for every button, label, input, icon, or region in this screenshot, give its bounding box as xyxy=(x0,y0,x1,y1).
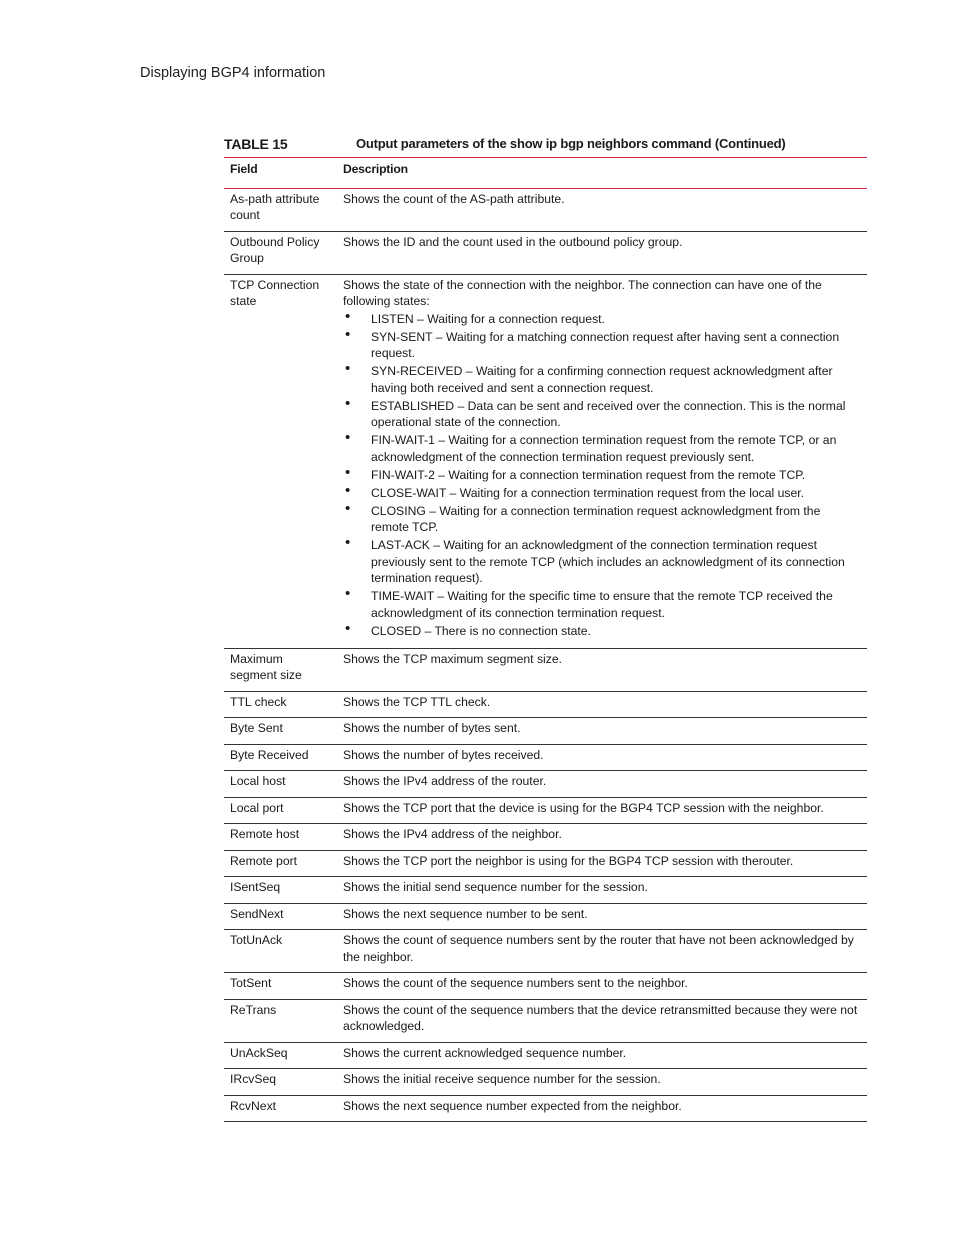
table-row xyxy=(224,718,867,745)
table-row xyxy=(224,188,867,231)
description-text: Shows the next sequence number expected from the neighbor. xyxy=(343,1098,682,1113)
field-cell: TTL check xyxy=(224,691,337,718)
table-body xyxy=(224,188,867,1122)
table-row xyxy=(224,999,867,1042)
description-text: Shows the count of sequence numbers sent by the router that have not been acknowledged by the neighbor. xyxy=(343,933,854,964)
connection-state-item xyxy=(343,394,861,431)
field-cell: Maximum segment size xyxy=(224,648,337,691)
connection-state-item xyxy=(343,463,861,484)
description-text: Shows the number of bytes sent. xyxy=(343,721,521,735)
description-text: Shows the TCP port the neighbor is using for the BGP4 TCP session with therouter. xyxy=(343,853,794,868)
field-cell: UnAckSeq xyxy=(224,1042,337,1069)
bullet-icon: • xyxy=(345,463,351,481)
description-text: Shows the ID and the count used in the outbound policy group. xyxy=(343,234,683,249)
table-row xyxy=(224,648,867,691)
table-title-command: show ip bgp neighbors xyxy=(509,136,648,151)
description-cell xyxy=(337,771,867,798)
connection-state-text: CLOSED – There is no connection state. xyxy=(371,623,591,638)
bullet-icon: • xyxy=(345,585,351,602)
bullet-icon: • xyxy=(345,481,351,499)
field-cell: Remote port xyxy=(224,850,337,877)
description-cell xyxy=(337,797,867,824)
connection-state-item xyxy=(343,325,861,362)
table-row xyxy=(224,877,867,904)
column-header-description: Description xyxy=(337,158,867,188)
connection-state-item xyxy=(343,481,861,502)
description-text: Shows the TCP maximum segment size. xyxy=(343,651,563,666)
table-row xyxy=(224,231,867,274)
description-cell xyxy=(337,691,867,718)
connection-state-text: CLOSING – Waiting for a connection termination request acknowledgment from the remote TCP. xyxy=(371,503,821,534)
connection-state-item xyxy=(343,429,861,465)
output-parameters-table xyxy=(224,158,867,1122)
table-row xyxy=(224,771,867,798)
connection-state-text: SYN-SENT – Waiting for a matching connection request after having sent a connection request. xyxy=(371,329,840,360)
connection-state-text: ESTABLISHED – Data can be sent and received over the connection. This is the normal operational state of the connection. xyxy=(371,398,846,429)
field-cell: ISentSeq xyxy=(224,877,337,904)
description-cell xyxy=(337,718,867,745)
description-cell xyxy=(337,1095,867,1122)
table-row xyxy=(224,1069,867,1096)
connection-state-text: LAST-ACK – Waiting for an acknowledgment of the connection termination request previously sent to the remote TCP (which includes an acknowledgment of its connection termination request). xyxy=(371,538,845,585)
description-text: Shows the state of the connection with the neighbor. The connection can have one of the following states: xyxy=(343,277,822,308)
description-cell xyxy=(337,877,867,904)
table-row xyxy=(224,744,867,771)
description-text: Shows the count of the AS-path attribute. xyxy=(343,191,565,206)
description-cell xyxy=(337,231,867,274)
table-title-suffix: command (Continued) xyxy=(648,136,786,151)
connection-state-text: LISTEN – Waiting for a connection request. xyxy=(371,311,605,326)
connection-state-text: TIME-WAIT – Waiting for the specific time to ensure that the remote TCP received the acknowledgment of its connection termination request. xyxy=(371,589,833,620)
description-cell xyxy=(337,973,867,1000)
description-cell xyxy=(337,824,867,851)
connection-state-text: CLOSE-WAIT – Waiting for a connection termination request from the local user. xyxy=(371,485,805,500)
table-title xyxy=(356,136,786,151)
field-cell: As-path attribute count xyxy=(224,188,337,231)
field-cell: IRcvSeq xyxy=(224,1069,337,1096)
table-row xyxy=(224,274,867,648)
bullet-icon: • xyxy=(345,394,351,412)
table-row xyxy=(224,824,867,851)
description-text: Shows the IPv4 address of the router. xyxy=(343,774,547,788)
table-caption xyxy=(224,134,867,156)
field-cell: Byte Received xyxy=(224,744,337,771)
table-row xyxy=(224,930,867,973)
description-text: Shows the count of the sequence numbers sent to the neighbor. xyxy=(343,976,688,990)
description-cell xyxy=(337,1069,867,1096)
connection-state-item xyxy=(343,499,861,536)
description-text: Shows the IPv4 address of the neighbor. xyxy=(343,827,562,841)
connection-state-item xyxy=(343,585,861,621)
connection-state-item xyxy=(343,360,861,396)
table-row xyxy=(224,850,867,877)
description-text: Shows the TCP TTL check. xyxy=(343,694,491,709)
description-cell xyxy=(337,999,867,1042)
description-cell xyxy=(337,274,867,648)
description-cell xyxy=(337,648,867,691)
description-text: Shows the number of bytes received. xyxy=(343,747,544,762)
field-cell: ReTrans xyxy=(224,999,337,1042)
field-cell: TotUnAck xyxy=(224,930,337,973)
bullet-icon: • xyxy=(345,307,351,325)
field-cell: Remote host xyxy=(224,824,337,851)
field-cell: SendNext xyxy=(224,903,337,930)
connection-state-item xyxy=(343,307,861,328)
description-text: Shows the next sequence number to be sent. xyxy=(343,906,588,921)
connection-state-item xyxy=(343,534,861,587)
field-cell: TotSent xyxy=(224,973,337,1000)
field-cell: Local port xyxy=(224,797,337,824)
table-row xyxy=(224,797,867,824)
table-row xyxy=(224,903,867,930)
table-header-row xyxy=(224,158,867,188)
table-row xyxy=(224,973,867,1000)
description-cell xyxy=(337,903,867,930)
connection-states-list xyxy=(343,307,861,640)
field-cell: Byte Sent xyxy=(224,718,337,745)
description-cell xyxy=(337,930,867,973)
connection-state-text: FIN-WAIT-1 – Waiting for a connection termination request from the remote TCP, or an acknowledgment of the connection termination request previously sent. xyxy=(371,433,837,464)
table-row xyxy=(224,1095,867,1122)
table-row xyxy=(224,1042,867,1069)
description-text: Shows the initial receive sequence number for the session. xyxy=(343,1072,661,1086)
bullet-icon: • xyxy=(345,499,351,517)
column-header-field: Field xyxy=(224,158,337,188)
description-text: Shows the current acknowledged sequence number. xyxy=(343,1045,627,1060)
bullet-icon: • xyxy=(345,360,351,377)
description-cell xyxy=(337,850,867,877)
connection-state-text: FIN-WAIT-2 – Waiting for a connection termination request from the remote TCP. xyxy=(371,467,806,482)
bullet-icon: • xyxy=(345,534,351,551)
description-cell xyxy=(337,744,867,771)
connection-state-text: SYN-RECEIVED – Waiting for a confirming connection request acknowledgment after having both received and sent a connection request. xyxy=(371,364,833,395)
table-number-label: TABLE 15 xyxy=(224,136,288,152)
description-text: Shows the initial send sequence number for the session. xyxy=(343,880,648,894)
connection-state-item xyxy=(343,619,861,640)
description-cell xyxy=(337,188,867,231)
description-cell xyxy=(337,1042,867,1069)
field-cell: Outbound Policy Group xyxy=(224,231,337,274)
bullet-icon: • xyxy=(345,325,351,343)
bullet-icon: • xyxy=(345,619,351,637)
field-cell: RcvNext xyxy=(224,1095,337,1122)
description-text: Shows the count of the sequence numbers that the device retransmitted because they were not acknowledged. xyxy=(343,1002,858,1033)
description-text: Shows the TCP port that the device is using for the BGP4 TCP session with the neighbor. xyxy=(343,800,824,815)
running-header: Displaying BGP4 information xyxy=(140,65,326,81)
field-cell: TCP Connection state xyxy=(224,274,337,648)
table-title-prefix: Output parameters of the xyxy=(356,136,510,151)
bullet-icon: • xyxy=(345,429,351,446)
field-cell: Local host xyxy=(224,771,337,798)
table-row xyxy=(224,691,867,718)
